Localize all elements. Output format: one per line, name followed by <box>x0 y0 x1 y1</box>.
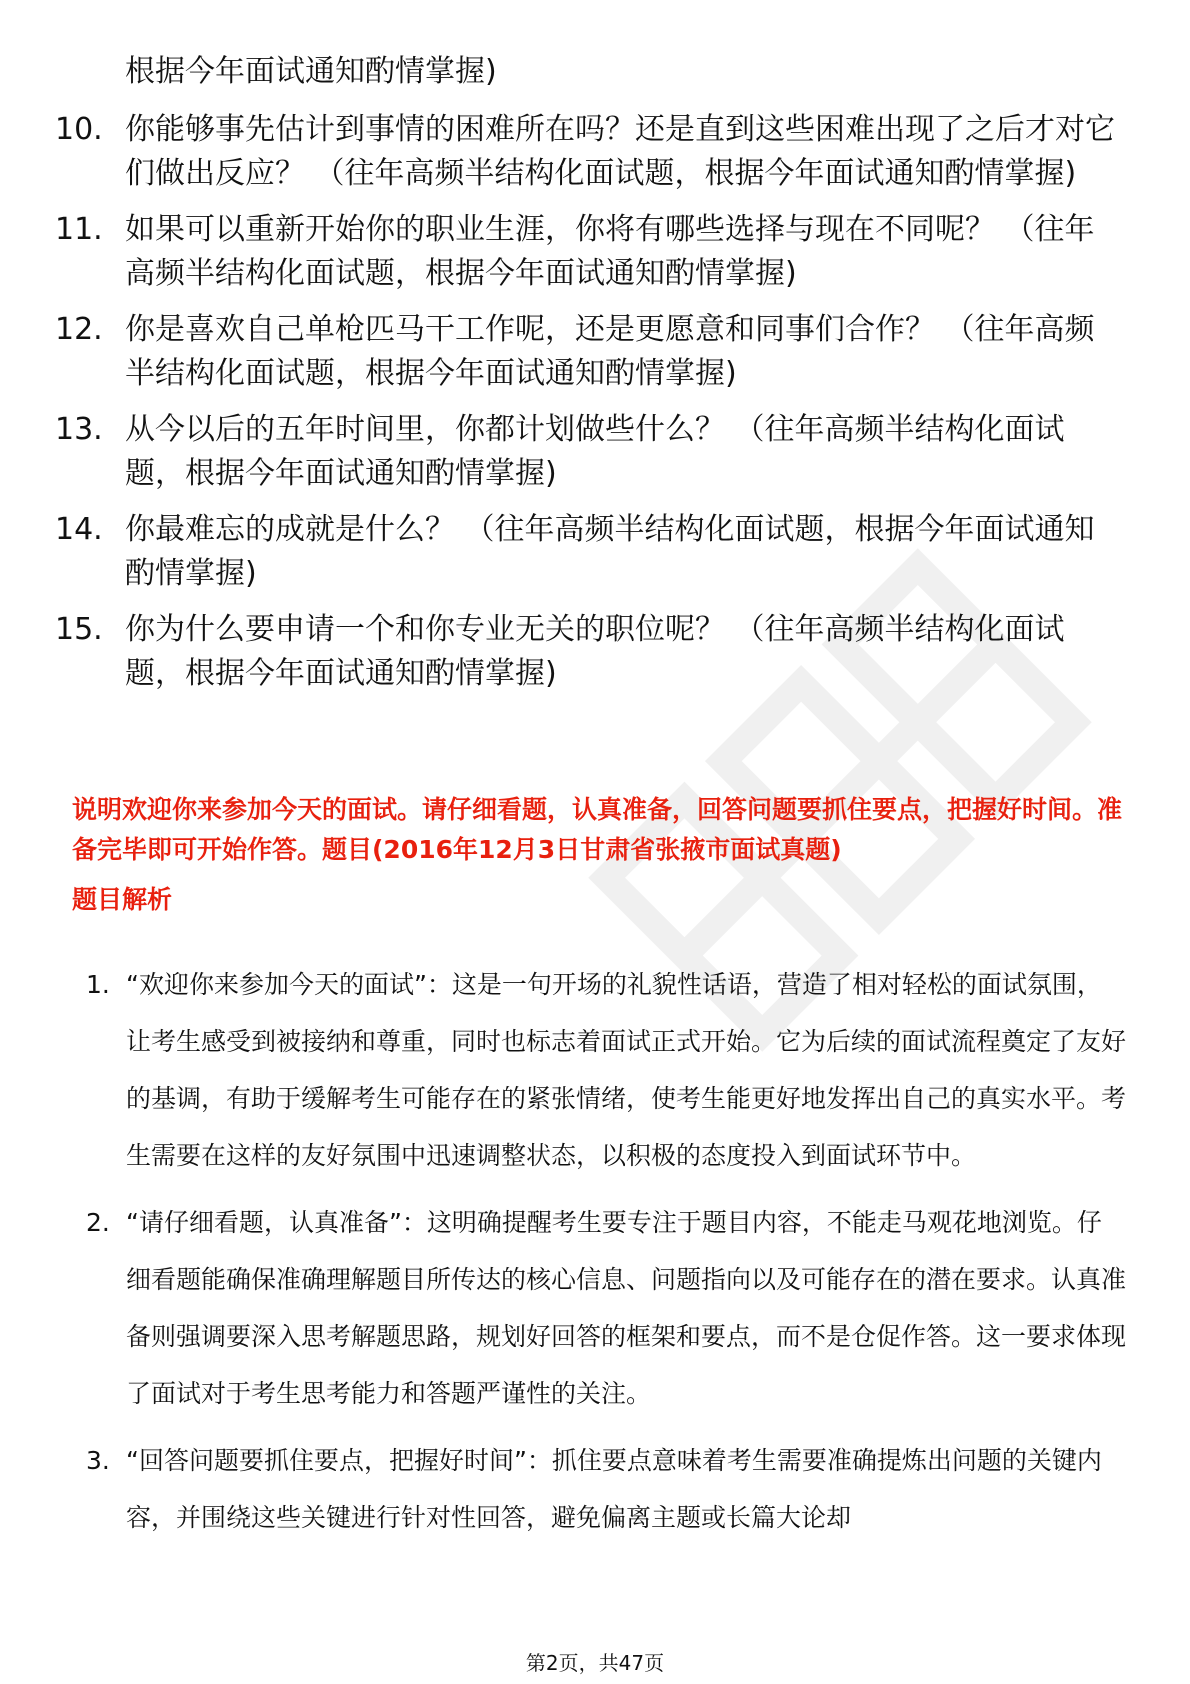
question-text: 如果可以重新开始你的职业生涯，你将有哪些选择与现在不同呢？ （往年高频半结构化面试题，根据今年面试通知酌情掌握) <box>125 212 1095 291</box>
question-list <box>55 108 1115 708</box>
analysis-heading: 题目解析 <box>72 885 173 914</box>
analysis-item <box>86 1432 1126 1546</box>
question-item <box>55 508 1115 596</box>
exam-instructions-note: 说明欢迎你来参加今天的面试。请仔细看题，认真准备，回答问题要抓住要点，把握好时间。准备完毕即可开始作答。题目(2016年12月3日甘肃省张掖市面试真题) <box>72 795 1123 864</box>
question-continuation: 根据今年面试通知酌情掌握) <box>125 54 497 89</box>
question-number: 15. <box>55 612 103 647</box>
analysis-text: “请仔细看题，认真准备”：这明确提醒考生要专注于题目内容，不能走马观花地浏览。仔细看题能确保准确理解题目所传达的核心信息、问题指向以及可能存在的潜在要求。认真准备则强调要深入思考解题思路，规划好回答的框架和要点，而不是仓促作答。这一要求体现了面试对于考生思考能力和答题严谨性的关注。 <box>126 1208 1127 1408</box>
question-number: 14. <box>55 512 103 547</box>
analysis-list <box>86 956 1126 1556</box>
analysis-text: “回答问题要抓住要点，把握好时间”：抓住要点意味着考生需要准确提炼出问题的关键内容，并围绕这些关键进行针对性回答，避免偏离主题或长篇大论却 <box>126 1446 1102 1532</box>
analysis-number: 2. <box>86 1208 110 1237</box>
question-number: 12. <box>55 312 103 347</box>
question-number: 13. <box>55 412 103 447</box>
question-text: 你能够事先估计到事情的困难所在吗？还是直到这些困难出现了之后才对它们做出反应？ （往年高频半结构化面试题，根据今年面试通知酌情掌握) <box>125 112 1115 191</box>
analysis-number: 1. <box>86 970 110 999</box>
question-item <box>55 208 1115 296</box>
question-text: 你最难忘的成就是什么？ （往年高频半结构化面试题，根据今年面试通知酌情掌握) <box>125 512 1095 591</box>
question-item <box>55 408 1115 496</box>
question-number: 10. <box>55 112 103 147</box>
analysis-item <box>86 1194 1126 1422</box>
question-number: 11. <box>55 212 103 247</box>
question-item <box>55 608 1115 696</box>
analysis-number: 3. <box>86 1446 110 1475</box>
question-text: 从今以后的五年时间里，你都计划做些什么？ （往年高频半结构化面试题，根据今年面试通知酌情掌握) <box>125 412 1065 491</box>
question-text: 你为什么要申请一个和你专业无关的职位呢？ （往年高频半结构化面试题，根据今年面试通知酌情掌握) <box>125 612 1065 691</box>
question-text: 你是喜欢自己单枪匹马干工作呢，还是更愿意和同事们合作？ （往年高频半结构化面试题，根据今年面试通知酌情掌握) <box>125 312 1095 391</box>
page-footer: 第2页，共47页 <box>525 1651 665 1675</box>
analysis-item <box>86 956 1126 1184</box>
question-item <box>55 108 1115 196</box>
question-item <box>55 308 1115 396</box>
analysis-text: “欢迎你来参加今天的面试”：这是一句开场的礼貌性话语，营造了相对轻松的面试氛围，让考生感受到被接纳和尊重，同时也标志着面试正式开始。它为后续的面试流程奠定了友好的基调，有助于缓解考生可能存在的紧张情绪，使考生能更好地发挥出自己的真实水平。考生需要在这样的友好氛围中迅速调整状态，以积极的态度投入到面试环节中。 <box>126 970 1127 1170</box>
